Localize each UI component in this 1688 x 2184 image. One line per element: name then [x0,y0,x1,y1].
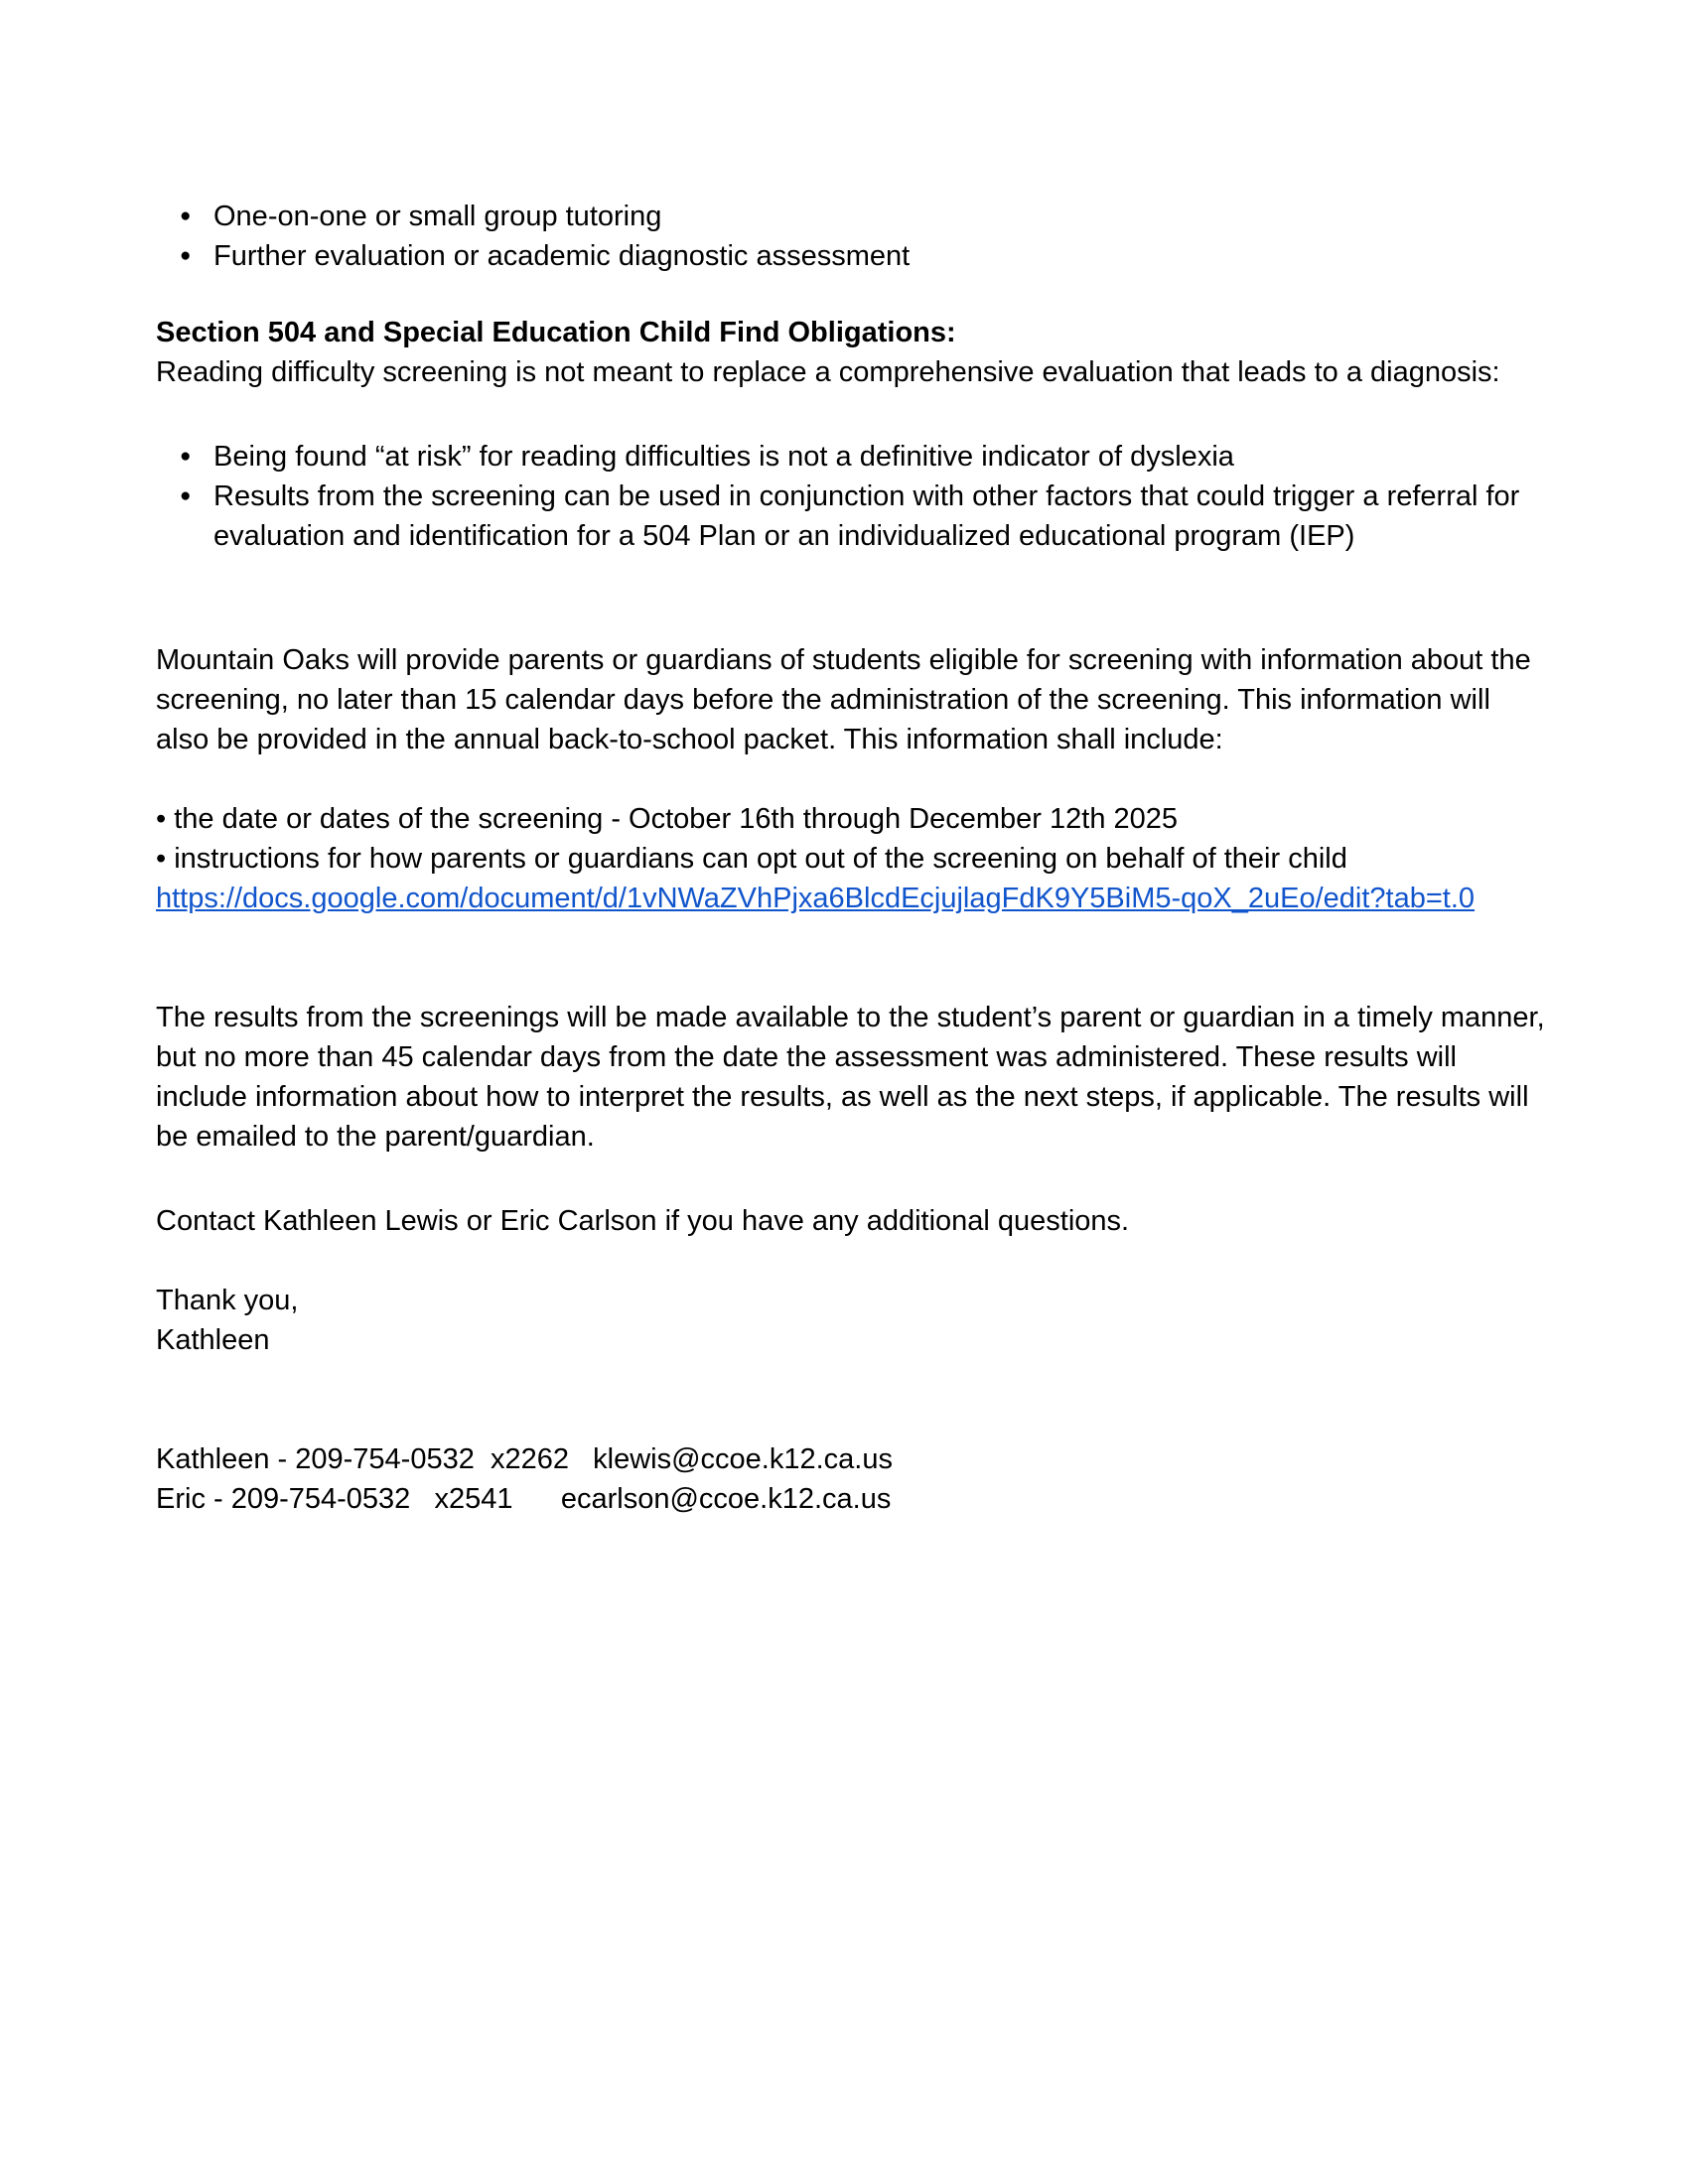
results-paragraph: The results from the screenings will be made available to the student’s parent or guardian in a timely manner, but no more than 45 calendar days from the date the assessment was administered. These results will include information about how to interpret the results, as well as the next steps, if applicable. The results will be emailed to the parent/guardian. [156,1002,1545,1153]
bullet-icon: ● [180,205,192,226]
bullet-item [156,236,1547,276]
closing-name: Kathleen [156,1324,270,1356]
notice-paragraph: Mountain Oaks will provide parents or guardians of students eligible for screening with information about the screening, no later than 15 calendar days before the administration of the screening. This information will also be provided in the annual back-to-school packet. This information shall include: [156,644,1531,755]
include-item-date: • the date or dates of the screening - October 16th through December 12th 2025 [156,803,1179,835]
bullet-item [156,477,1547,556]
signature-line-kathleen: Kathleen - 209-754-0532 x2262 klewis@ccoe.k12.ca.us [156,1443,893,1475]
closing-thanks: Thank you, [156,1285,299,1316]
opt-out-link-paragraph [156,879,1547,918]
bullet-text: Being found “at risk” for reading difficulties is not a definitive indicator of dyslexia [213,441,1234,473]
bullet-text: One-on-one or small group tutoring [213,201,662,232]
top-bullet-list [156,197,1547,276]
bullet-text: Results from the screening can be used in conjunction with other factors that could trigger a referral for evaluation and identification for a 504 Plan or an individualized educational program (IEP) [213,480,1520,552]
bullet-text: Further evaluation or academic diagnostic assessment [213,240,911,272]
bullet-item [156,437,1547,477]
section-bullet-list [156,437,1547,556]
contact-line: Contact Kathleen Lewis or Eric Carlson if you have any additional questions. [156,1205,1130,1237]
opt-out-link[interactable]: https://docs.google.com/document/d/1vNWaZVhPjxa6BlcdEcjujlagFdK9Y5BiM5-qoX_2uEo/edit?tab=t.0 [156,883,1476,914]
include-items-block [156,799,1547,918]
bullet-icon: ● [180,446,192,467]
section-heading: Section 504 and Special Education Child Find Obligations: [156,317,956,348]
bullet-icon: ● [180,485,192,506]
signature-line-eric: Eric - 209-754-0532 x2541 ecarlson@ccoe.k12.ca.us [156,1483,892,1515]
section-intro-paragraph: Reading difficulty screening is not meant to replace a comprehensive evaluation that leads to a diagnosis: [156,356,1500,388]
signature-block [156,1439,1547,1519]
include-item-optout: • instructions for how parents or guardians can opt out of the screening on behalf of their child [156,843,1347,875]
bullet-icon: ● [180,245,192,266]
bullet-item [156,197,1547,236]
closing-block [156,1281,1547,1360]
